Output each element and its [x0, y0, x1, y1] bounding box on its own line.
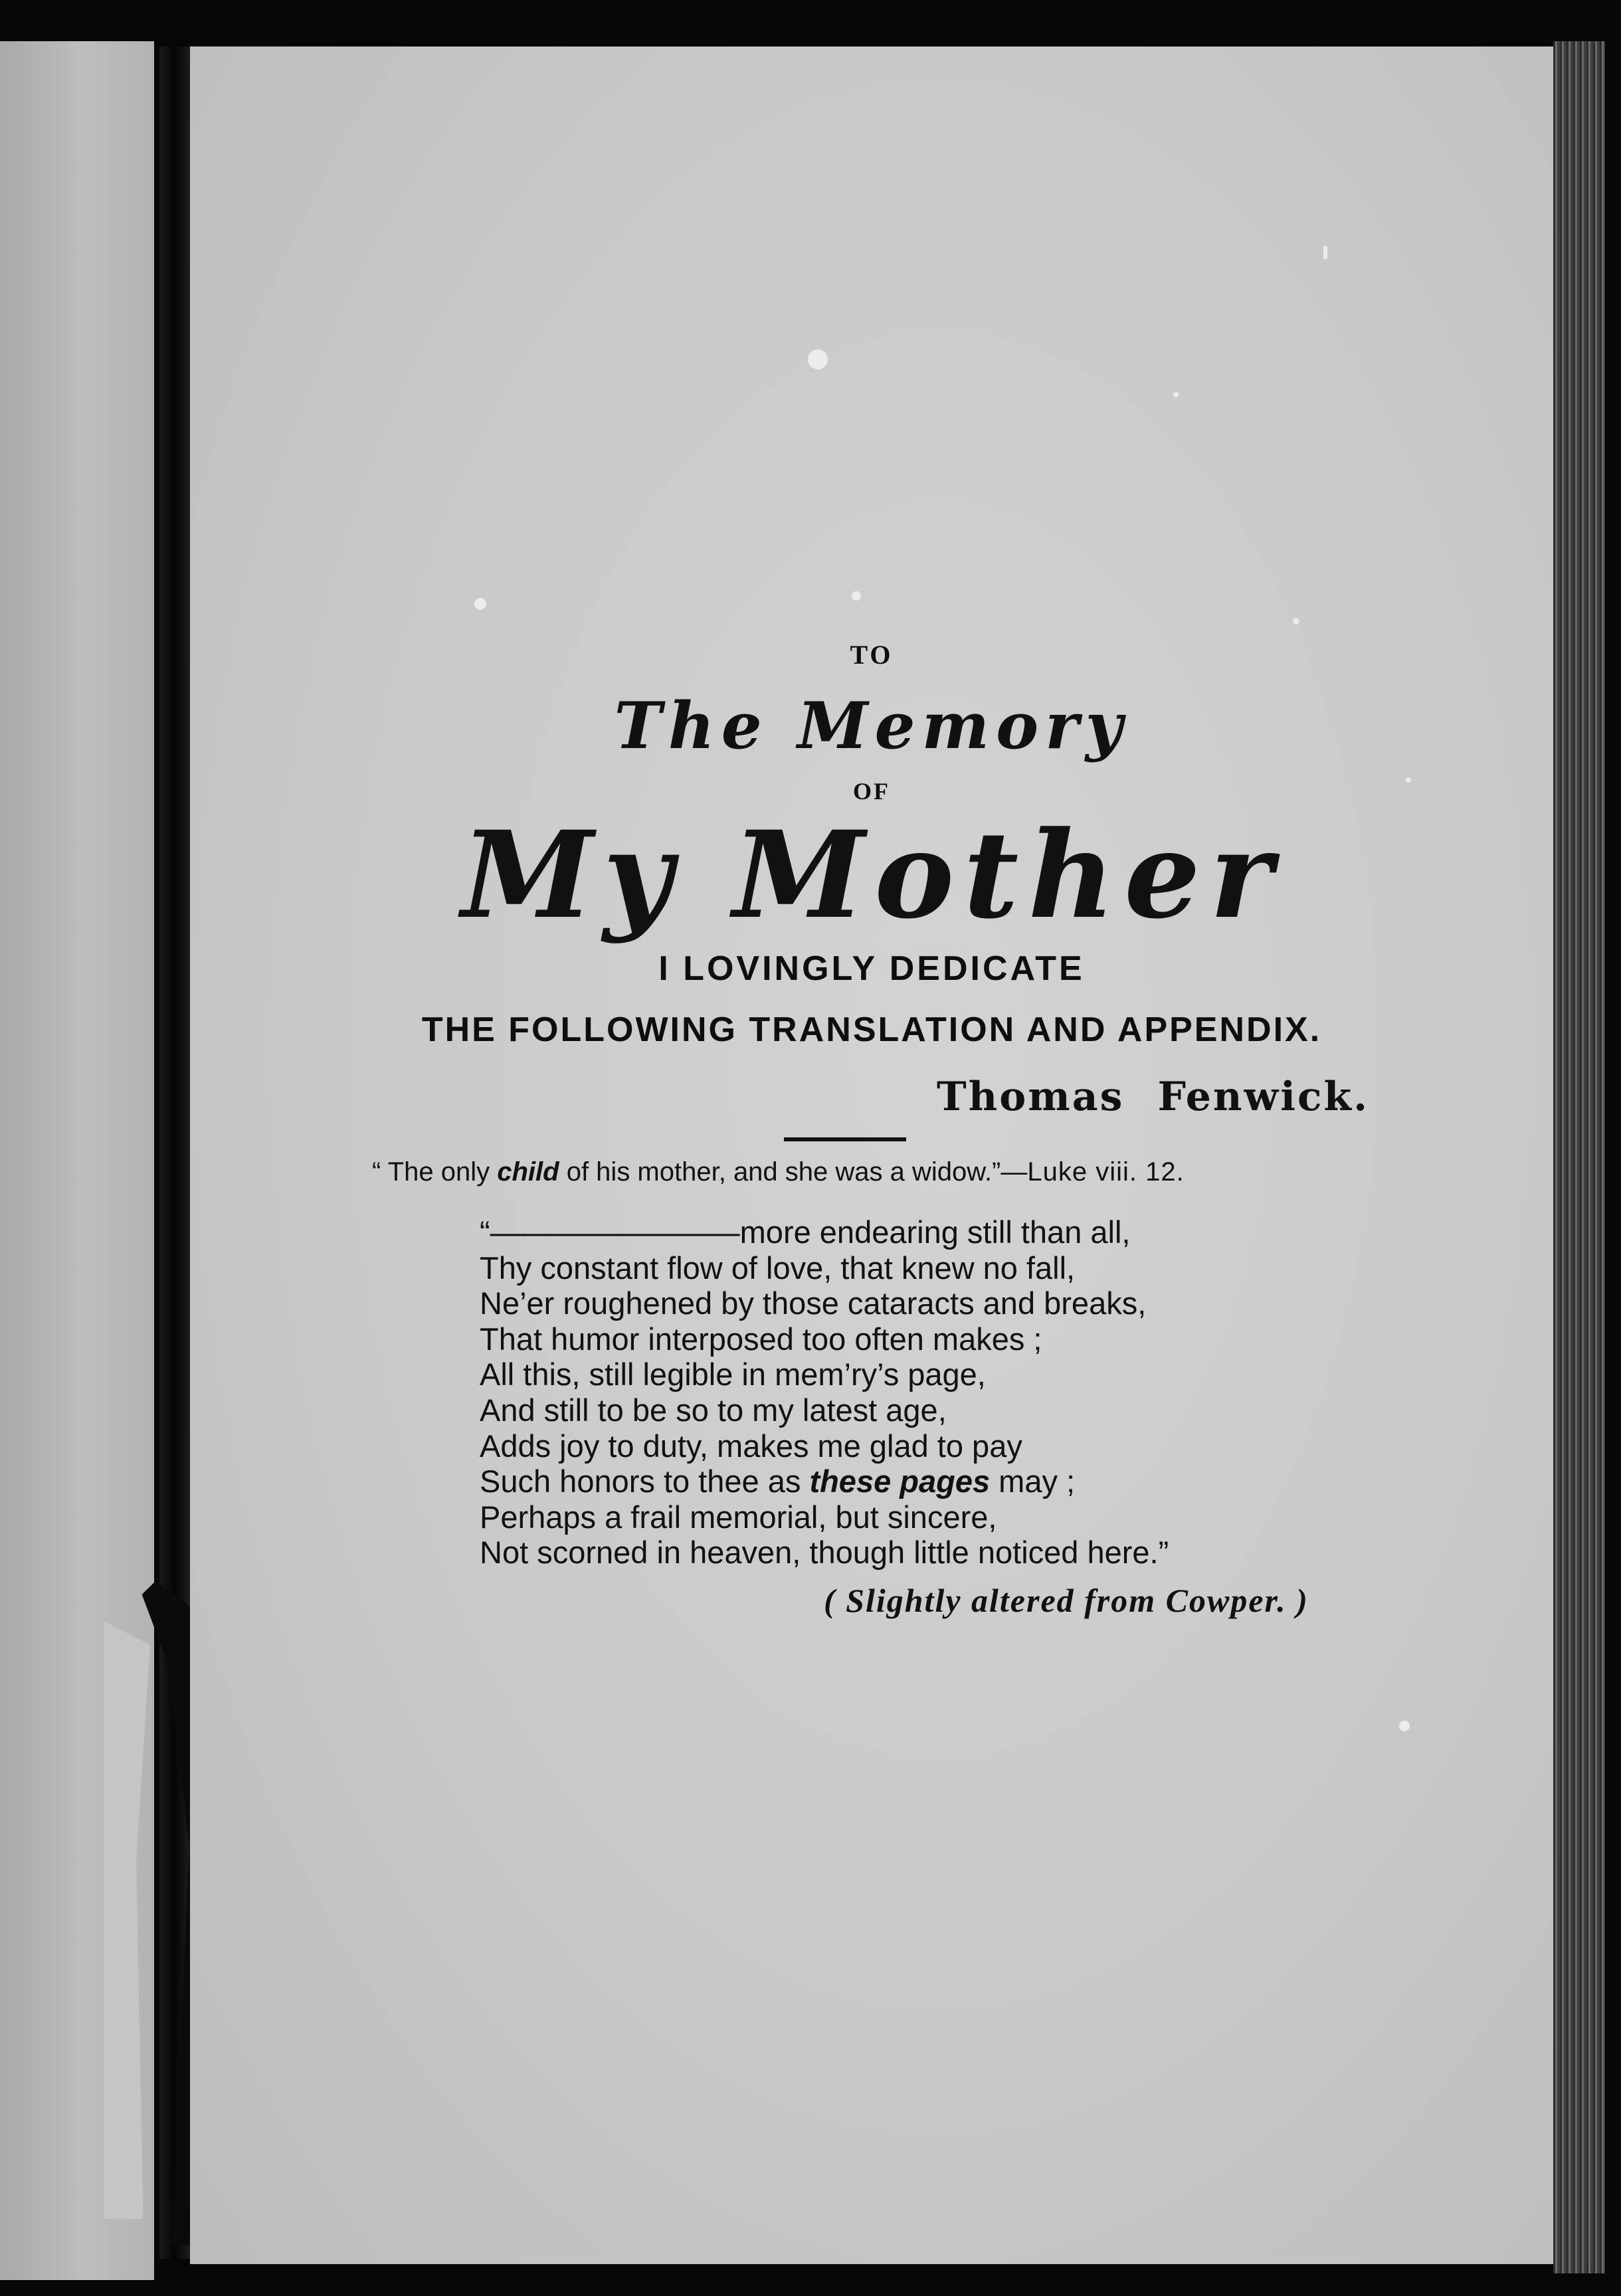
author-signature — [937, 1074, 1369, 1120]
epigraph-text-end: of his mother, and she was a widow.”— — [559, 1157, 1028, 1187]
poem-line-8-start: Such honors to thee as — [480, 1464, 810, 1499]
of-label: OF — [853, 778, 890, 805]
book-gutter — [159, 47, 190, 2259]
poem-line-8-end: may ; — [990, 1464, 1076, 1499]
epigraph-emphasis: child — [497, 1157, 559, 1187]
poem-line — [480, 1464, 1169, 1499]
signature-last-name: Fenwick. — [1157, 1074, 1369, 1120]
epigraph-reference: Luke viii. 12. — [1027, 1157, 1185, 1187]
poem-line: That humor interposed too often makes ; — [480, 1321, 1042, 1357]
dedication-line-2: THE FOLLOWING TRANSLATION AND APPENDIX. — [421, 1010, 1322, 1049]
poem — [480, 1214, 1169, 1571]
poem-line: Not scorned in heaven, though little noticed here.” — [480, 1535, 1169, 1571]
epigraph-text-start: “ The only — [372, 1157, 498, 1187]
page-stack-edge — [1553, 41, 1605, 2273]
poem-line: Adds joy to duty, makes me glad to pay — [480, 1428, 1022, 1464]
poem-line: “————————more endearing still than all, — [480, 1214, 1131, 1250]
poem-line: All this, still legible in mem’ry’s page, — [480, 1357, 986, 1392]
divider-rule — [784, 1137, 906, 1141]
poem-line: Perhaps a frail memorial, but sincere, — [480, 1499, 997, 1535]
signature-first-name: Thomas — [937, 1074, 1125, 1120]
title-the-memory: The Memory — [614, 688, 1129, 763]
poem-line: And still to be so to my latest age, — [480, 1392, 947, 1428]
dedication-page — [190, 47, 1553, 2264]
epigraph — [372, 1157, 1185, 1187]
poem-attribution: ( Slightly altered from Cowper. ) — [824, 1582, 1309, 1619]
poem-line: Thy constant flow of love, that knew no fall, — [480, 1250, 1076, 1286]
title-my-mother: My Mother — [461, 805, 1282, 945]
poem-line: Ne’er roughened by those cataracts and breaks, — [480, 1286, 1147, 1321]
to-label: TO — [850, 640, 894, 670]
poem-emphasis: these pages — [809, 1464, 991, 1499]
dedication-line-1: I LOVINGLY DEDICATE — [658, 949, 1085, 988]
